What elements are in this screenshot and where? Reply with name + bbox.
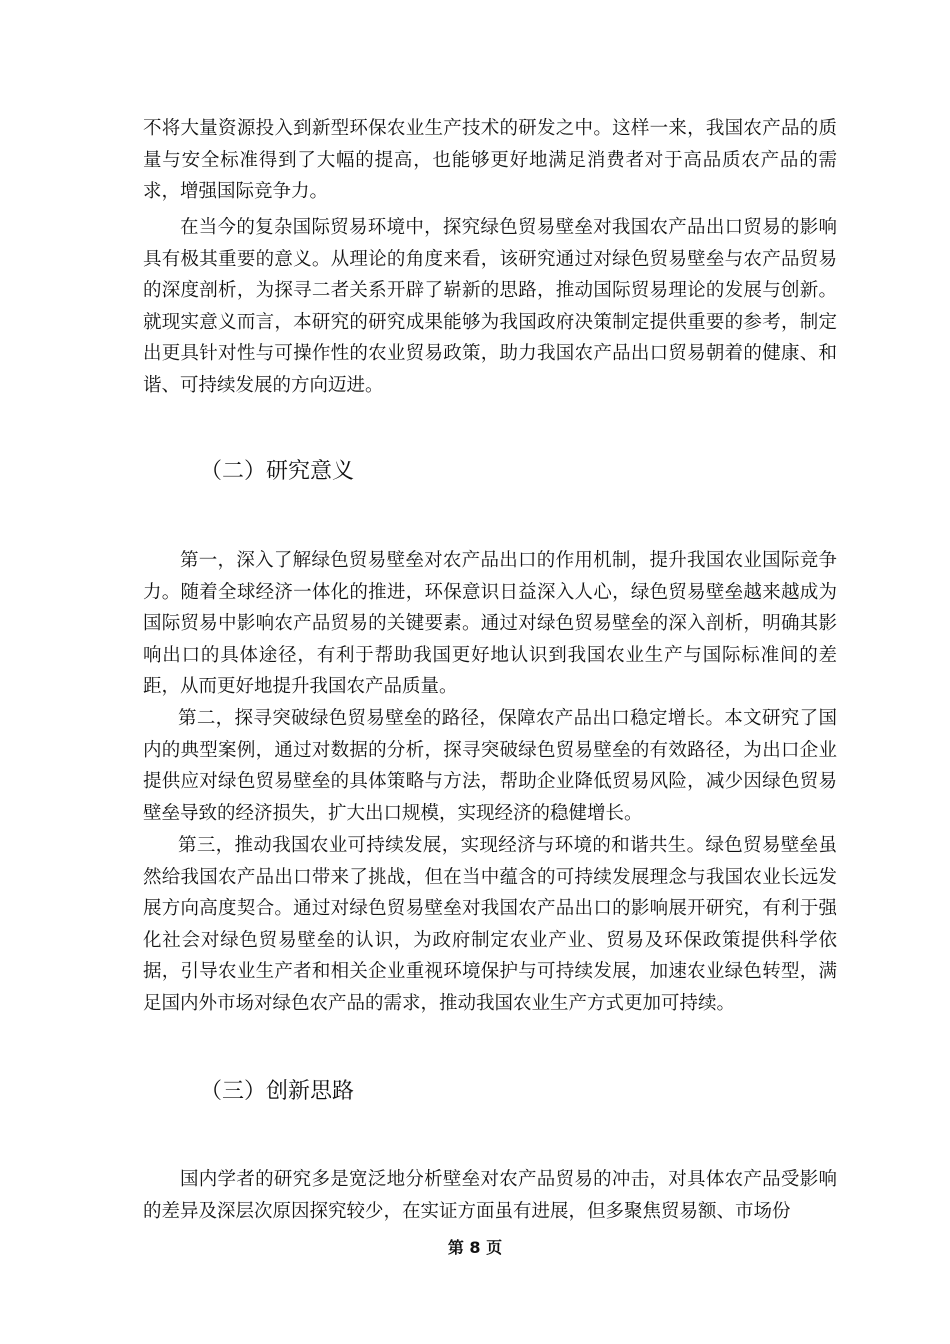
page-number-footer: 第 8 页 [447, 1238, 503, 1257]
paragraph-innovation-first: 国内学者的研究多是宽泛地分析壁垒对农产品贸易的冲击，对具体农产品受影响的差异及深层次原因探究较少，在实证方面虽有进展，但多聚焦贸易额、市场份 [143, 1169, 837, 1222]
paragraph-significance-third: 第三，推动我国农业可持续发展，实现经济与环境的和谐共生。绿色贸易壁垒虽然给我国农产品出口带来了挑战，但在当中蕴含的可持续发展理念与我国农业长远发展方向高度契合。通过对绿色贸易壁垒对我国农产品出口的影响展开研究，有利于强化社会对绿色贸易壁垒的认识，为政府制定农业产业、贸易及环保政策提供科学依据，引导农业生产者和相关企业重视环境保护与可持续发展，加速农业绿色转型，满足国内外市场对绿色农产品的需求，推动我国农业生产方式更加可持续。 [143, 835, 837, 1014]
paragraph-significance-first: 第一，深入了解绿色贸易壁垒对农产品出口的作用机制，提升我国农业国际竞争力。随着全球经济一体化的推进，环保意识日益深入人心，绿色贸易壁垒越来越成为国际贸易中影响农产品贸易的关键要素。通过对绿色贸易壁垒的深入剖析，明确其影响出口的具体途径，有利于帮助我国更好地认识到我国农业生产与国际标准间的差距，从而更好地提升我国农产品质量。 [143, 550, 837, 698]
paragraph-intro-continuation: 不将大量资源投入到新型环保农业生产技术的研发之中。这样一来，我国农产品的质量与安全标准得到了大幅的提高，也能够更好地满足消费者对于高品质农产品的需求，增强国际竞争力。 [143, 118, 837, 203]
section-heading-innovation: （三）创新思路 [200, 1079, 355, 1104]
section-heading-research-significance: （二）研究意义 [200, 459, 355, 484]
paragraph-significance-second: 第二，探寻突破绿色贸易壁垒的路径，保障农产品出口稳定增长。本文研究了国内的典型案例，通过对数据的分析，探寻突破绿色贸易壁垒的有效路径，为出口企业提供应对绿色贸易壁垒的具体策略与方法，帮助企业降低贸易风险，减少因绿色贸易壁垒导致的经济损失，扩大出口规模，实现经济的稳健增长。 [143, 708, 837, 824]
paragraph-research-background: 在当今的复杂国际贸易环境中，探究绿色贸易壁垒对我国农产品出口贸易的影响具有极其重要的意义。从理论的角度来看，该研究通过对绿色贸易壁垒与农产品贸易的深度剖析，为探寻二者关系开辟了崭新的思路，推动国际贸易理论的发展与创新。就现实意义而言，本研究的研究成果能够为我国政府决策制定提供重要的参考，制定出更具针对性与可操作性的农业贸易政策，助力我国农产品出口贸易朝着的健康、和谐、可持续发展的方向迈进。 [143, 217, 837, 396]
